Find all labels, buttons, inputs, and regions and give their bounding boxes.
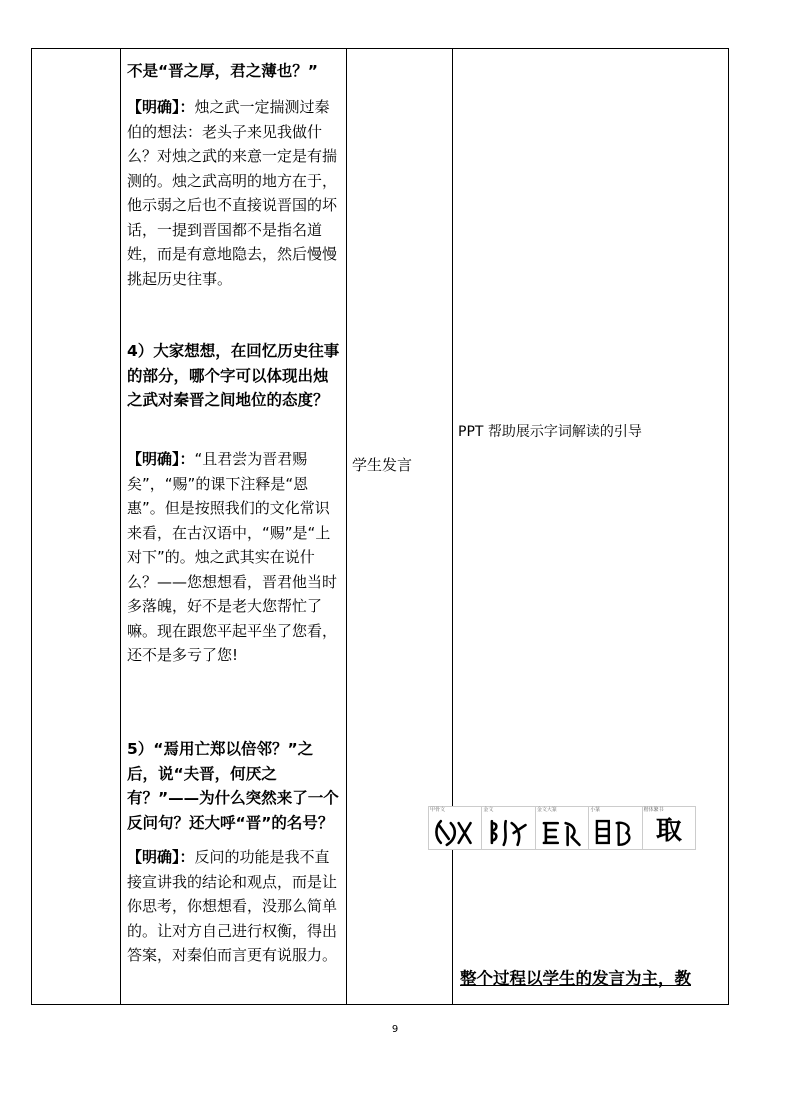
column-divider — [452, 49, 453, 1004]
answer-5-text: 反问的功能是我不直接宣讲我的结论和观点，而是让你思考，你想想看，没那么简单的。让对方自己进行权衡，得出答案，对秦伯而言更有说服力。 — [127, 848, 338, 964]
answer-4 — [121, 447, 346, 668]
ppt-note: PPT 帮助展示字词解读的引导 — [458, 424, 642, 440]
bronze-glyph: 金文 — [482, 807, 535, 849]
small-seal-qu-icon — [589, 813, 641, 851]
student-activity: 学生发言 — [352, 456, 413, 474]
oracle-bone-qu-icon — [429, 813, 481, 851]
oracle-bone-glyph: 甲骨文 — [429, 807, 482, 849]
clarify-tag: 【明确】： — [127, 450, 195, 468]
lesson-plan-table — [31, 48, 729, 1005]
large-seal-qu-icon — [536, 813, 588, 851]
answer-3-text: 烛之武一定揣测过秦伯的想法：老头子来见我做什么？对烛之武的来意一定是有揣测的。烛之武高明的地方在于，他示弱之后也不直接说晋国的坏话，一提到晋国都不是指名道姓，而是有意地隐去，然后慢慢挑起历史往事。 — [127, 98, 338, 288]
clarify-tag: 【明确】： — [127, 848, 195, 866]
column-divider — [346, 49, 347, 1004]
regular-script-glyph: 楷体繁书 取 — [643, 807, 695, 849]
answer-4-text: “且君尝为晋君赐矣”，“赐”的课下注释是“恩惠”。但是按照我们的文化常识来看，在古汉语中，“赐”是“上对下”的。烛之武其实在说什么？——您想想看，晋君他当时多落魄，好不是老大您帮忙了嘛。现在跟您平起平坐了您看，还不是多亏了您! — [127, 450, 338, 664]
question-3-end: 不是“晋之厚，君之薄也？” — [127, 62, 318, 80]
clarify-tag: 【明确】： — [127, 98, 195, 116]
regular-qu-char: 取 — [655, 816, 682, 846]
question-5 — [121, 737, 346, 835]
qu-character-evolution-image — [428, 806, 696, 850]
question-4 — [121, 339, 346, 413]
question-end — [121, 59, 346, 84]
question-4-text: 4）大家想想，在回忆历史往事的部分，哪个字可以体现出烛之武对秦晋之间地位的态度？ — [127, 342, 340, 409]
question-5-text: 5）“焉用亡郑以倍邻？”之后，说“夫晋，何厌之有？”——为什么突然来了一个反问句？还大呼“晋”的名号？ — [127, 740, 339, 832]
answer-5 — [121, 845, 346, 968]
bottom-note: 整个过程以学生的发言为主，教 — [460, 969, 691, 988]
bronze-qu-icon — [482, 813, 534, 851]
answer-3 — [121, 95, 346, 291]
small-seal-glyph: 小篆 — [589, 807, 642, 849]
page-number: 9 — [391, 1024, 399, 1035]
large-seal-glyph: 金文大篆 — [536, 807, 589, 849]
